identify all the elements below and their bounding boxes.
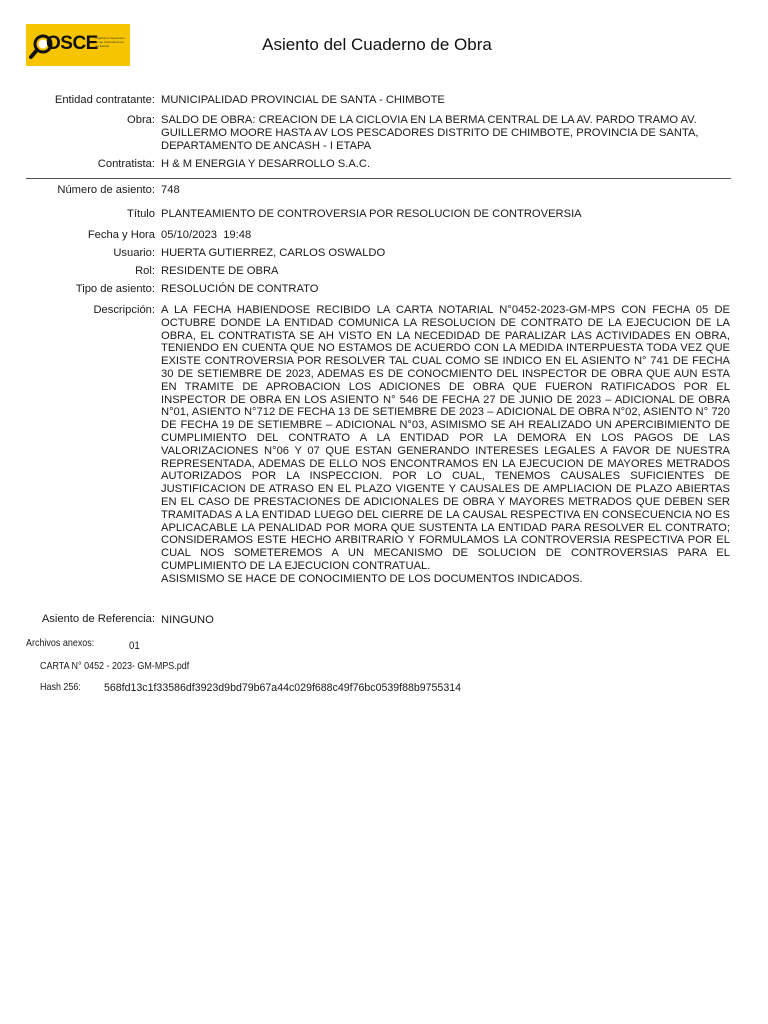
fecha-value: 05/10/2023 19:48 <box>161 229 252 241</box>
divider <box>26 178 731 179</box>
annex-file-name[interactable]: CARTA N° 0452 - 2023- GM-MPS.pdf <box>40 661 190 672</box>
numero-value: 748 <box>161 184 180 196</box>
logo-subtext: Organismo Supervisor de las Contrataciones del Estado <box>95 36 125 48</box>
tipo-value: RESOLUCIÓN DE CONTRATO <box>161 283 319 295</box>
hash-label: Hash 256: <box>40 682 81 693</box>
usuario-label: Usuario: <box>113 247 155 259</box>
tipo-label: Tipo de asiento: <box>75 283 155 295</box>
entidad-label: Entidad contratante: <box>54 94 155 106</box>
logo-word: OSCE <box>46 33 98 54</box>
descripcion-label: Descripción: <box>93 304 155 316</box>
descripcion-paragraph-1: A LA FECHA HABIENDOSE RECIBIDO LA CARTA NOTARIAL N°0452-2023-GM-MPS CON FECHA 05 DE OCTUBRE DONDE LA ENTIDAD COMUNICA LA RESOLUCION DE CONTRATO DE LA EJECUCION DE LA OBRA, EL CONTRATISTA SE AH VISTO EN LA NECEDIDAD DE PARALIZAR LAS ACTIVIDADES EN OBRA, TENIENDO EN CUENTA QUE NO ESTAMOS DE ACUERDO CON LA MEDIDA INTERPUESTA TODA VEZ QUE EXISTE CONTROVERSIA POR RESOLVER TAL CUAL COMO SE INDICO EN EL ASIENTO N° 741 DE FECHA 30 DE SETIEMBRE DE 2023, ADEMAS ES DE CONOCMIENTO DEL INSPECTOR DE OBRA QUE AUN ESTA EN TRAMITE DE APROBACION LOS ADICIONES DE OBRA QUE FUERON RATIFICADOS POR EL INSPECTOR DE OBRA EN LOS ASIENTO N° 546 DE FECHA 27 DE JUNIO DE 2023 – ADICIONAL DE OBRA N°01, ASIENTO N°712 DE FECHA 13 DE SETIEMBRE DE 2023 – ADICIONAL DE OBRA N°02, ASIENTO N° 720 DE FECHA 19 DE SETIEMBRE – ADICIONAL N°03, ASIMISMO SE AH REALIZADO UN APERCIBIMIENTO DE CUMPLIMIENTO DEL CONTRATO A LA ENTIDAD POR LA DEMORA EN LOS PAGOS DE LAS VALORIZACIONES N°06 Y 07 QUE ESTAN GENERANDO INTERESES LEGALES A FAVOR DE NUESTRA REPRESENTADA, ADEMAS DE ELLO NOS ENCONTRAMOS EN LA EJECUCION DE MAYORES METRADOS AUTORIZADOS POR LA INSPECCION. POR LO CUAL, TENEMOS CAUSALES SUFICIENTES DE JUSTIFICACION DE ATRASO EN EL PLAZO VIGENTE Y CAUSALES DE AMPLIACION DE PLAZO ABIERTAS EN EL CASO DE PRESTACIONES DE ADICIONALES DE OBRA Y MAYORES METRADOS QUE DEBEN SER TRAMITADAS A LA ENTIDAD LUEGO DEL CIERRE DE LA CAUSAL RESPECTIVA EN CONSECUENCIA NO ES APLICACABLE LA PENALIDAD POR MORA QUE SUSTENTA LA ENTIDAD PARA RESOLVER EL CONTRATO; CONSIDERAMOS ESTE HECHO ARBITRARIO Y FORMULAMOS LA CONTROVERSIA RESPECTIVA POR EL CUAL NOS SOMETEREMOS A UN MECANISMO DE SOLUCION DE CONTROVERSIAS PARA EL CUMPLIMIENTO DE LA EJECUCION CONTRATUAL. <box>161 304 730 572</box>
hash-value: 568fd13c1f33586df3923d9bd79b67a44c029f688c49f76bc0539f88b9755314 <box>104 682 462 694</box>
numero-label: Número de asiento: <box>57 184 155 196</box>
titulo-label: Título <box>127 208 155 220</box>
document-title: Asiento del Cuaderno de Obra <box>262 35 492 54</box>
referencia-value: NINGUNO <box>161 614 214 626</box>
fecha-label: Fecha y Hora <box>87 229 155 241</box>
descripcion-value <box>161 304 730 586</box>
obra-value: SALDO DE OBRA: CREACION DE LA CICLOVIA EN LA BERMA CENTRAL DE LA AV. PARDO TRAMO AV. GUILLERMO MOORE HASTA AV LOS PESCADORES DISTRITO DE CHIMBOTE, PROVINCIA DE SANTA, DEPARTAMENTO DE ANCASH - I ETAPA <box>161 114 699 152</box>
annexes-count: 01 <box>129 640 140 652</box>
annexes-label: Archivos anexos: <box>26 638 95 649</box>
referencia-label: Asiento de Referencia: <box>41 613 155 625</box>
contratista-value: H & M ENERGIA Y DESARROLLO S.A.C. <box>161 158 371 170</box>
rol-value: RESIDENTE DE OBRA <box>161 265 279 277</box>
rol-label: Rol: <box>135 265 155 277</box>
obra-label: Obra: <box>127 114 155 126</box>
titulo-value: PLANTEAMIENTO DE CONTROVERSIA POR RESOLUCION DE CONTROVERSIA <box>161 208 582 220</box>
usuario-value: HUERTA GUTIERREZ, CARLOS OSWALDO <box>161 247 386 259</box>
contratista-label: Contratista: <box>97 158 155 170</box>
entidad-value: MUNICIPALIDAD PROVINCIAL DE SANTA - CHIMBOTE <box>161 94 445 106</box>
descripcion-paragraph-2: ASISMISMO SE HACE DE CONOCIMIENTO DE LOS DOCUMENTOS INDICADOS. <box>161 572 583 585</box>
